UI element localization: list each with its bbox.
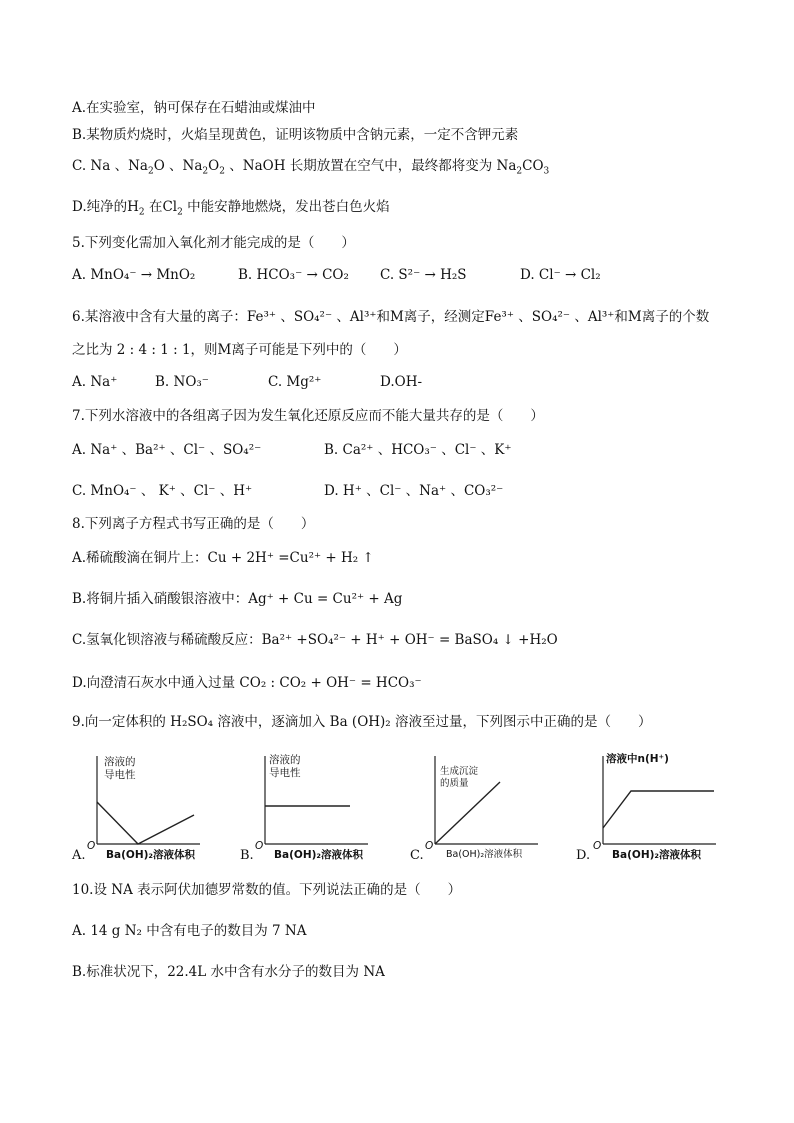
- q5-option-d: D. Cl⁻ → Cl₂: [520, 267, 601, 283]
- q10-option-a: A. 14 g N₂ 中含有电子的数目为 7 NA: [72, 923, 307, 939]
- q5-stem: 5.下列变化需加入氧化剂才能完成的是（ ）: [72, 235, 355, 251]
- q9-graph-c-xlabel: Ba(OH)₂溶液体积: [446, 849, 523, 860]
- q9-graph-c: [408, 752, 558, 864]
- q10-stem: 10.设 NA 表示阿伏加德罗常数的值。下列说法正确的是（ ）: [72, 882, 462, 898]
- q6-stem-line1: 6.某溶液中含有大量的离子：Fe³⁺ 、SO₄²⁻ 、Al³⁺和M离子，经测定Fe³⁺ 、SO₄²⁻ 、Al³⁺和M离子的个数: [72, 309, 710, 325]
- q9-graph-b: [238, 752, 388, 864]
- q6-option-d: D.OH-: [380, 374, 423, 390]
- q9-graph-c-ylabel-2: 的质量: [440, 778, 469, 789]
- q9-graph-d-xlabel: Ba(OH)₂溶液体积: [612, 849, 701, 861]
- q9-graph-d-ylabel-1: 溶液中n(H⁺): [606, 753, 669, 765]
- q5-option-c: C. S²⁻ → H₂S: [380, 267, 467, 283]
- q9-graph-c-origin: O: [425, 840, 434, 852]
- q5-option-a: A. MnO₄⁻ → MnO₂: [72, 267, 196, 283]
- q5-option-b: B. HCO₃⁻ → CO₂: [238, 267, 349, 283]
- q6-option-b: B. NO₃⁻: [155, 374, 209, 390]
- q8-stem: 8.下列离子方程式书写正确的是（ ）: [72, 516, 315, 532]
- q6-stem-line2: 之比为 2 : 4 : 1 : 1，则M离子可能是下列中的（ ）: [72, 342, 407, 358]
- q9-graph-b-xlabel: Ba(OH)₂溶液体积: [274, 849, 363, 861]
- q9-graph-d-origin: O: [593, 840, 602, 852]
- q9-graph-a-ylabel-1: 溶液的: [104, 756, 136, 768]
- q9-graph-d: [576, 752, 726, 864]
- q8-option-a: A.稀硫酸滴在铜片上：Cu + 2H⁺ =Cu²⁺ + H₂ ↑: [72, 550, 374, 566]
- q7-option-c: C. MnO₄⁻ 、 K⁺ 、Cl⁻ 、H⁺: [72, 483, 253, 499]
- q9-graph-a-letter: A.: [72, 848, 86, 863]
- q9-graph-c-ylabel-1: 生成沉淀: [440, 766, 479, 777]
- q8-option-c: C.氢氧化钡溶液与稀硫酸反应：Ba²⁺ +SO₄²⁻ + H⁺ + OH⁻ = BaSO₄ ↓ +H₂O: [72, 632, 558, 648]
- q8-option-d: D.向澄清石灰水中通入过量 CO₂ : CO₂ + OH⁻ = HCO₃⁻: [72, 675, 422, 691]
- q7-option-b: B. Ca²⁺ 、HCO₃⁻ 、Cl⁻ 、K⁺: [324, 442, 512, 458]
- q9-graph-b-ylabel-1: 溶液的: [269, 754, 301, 766]
- q9-stem: 9.向一定体积的 H₂SO₄ 溶液中，逐滴加入 Ba (OH)₂ 溶液至过量，下列图示中正确的是（ ）: [72, 714, 652, 730]
- q9-graph-a: [70, 752, 220, 864]
- q9-graph-b-letter: B.: [240, 848, 254, 863]
- q8-option-b: B.将铜片插入硝酸银溶液中：Ag⁺ + Cu = Cu²⁺ + Ag: [72, 591, 403, 607]
- q9-graph-a-ylabel-2: 导电性: [104, 769, 136, 781]
- q7-stem: 7.下列水溶液中的各组离子因为发生氧化还原反应而不能大量共存的是（ ）: [72, 408, 544, 424]
- q9-graph-c-letter: C.: [410, 848, 424, 863]
- q6-option-a: A. Na⁺: [72, 374, 118, 390]
- q9-graph-d-letter: D.: [576, 848, 591, 863]
- q7-option-d: D. H⁺ 、Cl⁻ 、Na⁺ 、CO₃²⁻: [324, 483, 504, 499]
- q10-option-b: B.标准状况下，22.4L 水中含有水分子的数目为 NA: [72, 964, 385, 980]
- q4-option-a: A.在实验室，钠可保存在石蜡油或煤油中: [72, 100, 316, 116]
- q9-graph-a-xlabel: Ba(OH)₂溶液体积: [106, 849, 195, 861]
- q9-graph-b-origin: O: [255, 840, 264, 852]
- q4-option-d: D.纯净的$H_2$ 在$Cl_2$ 中能安静地燃烧，发出苍白色火焰: [72, 199, 390, 218]
- q4-option-b: B.某物质灼烧时，火焰呈现黄色，证明该物质中含钠元素，一定不含钾元素: [72, 127, 519, 143]
- q7-option-a: A. Na⁺ 、Ba²⁺ 、Cl⁻ 、SO₄²⁻: [72, 442, 262, 458]
- q4-option-c: C. Na 、$Na_2O$ 、$Na_2O_2$ 、NaOH 长期放置在空气中，最终都将变为 $Na_2CO_3$: [72, 158, 550, 177]
- q9-graph-a-origin: O: [87, 840, 96, 852]
- q6-option-c: C. Mg²⁺: [268, 374, 322, 390]
- q9-graph-b-ylabel-2: 导电性: [269, 767, 301, 779]
